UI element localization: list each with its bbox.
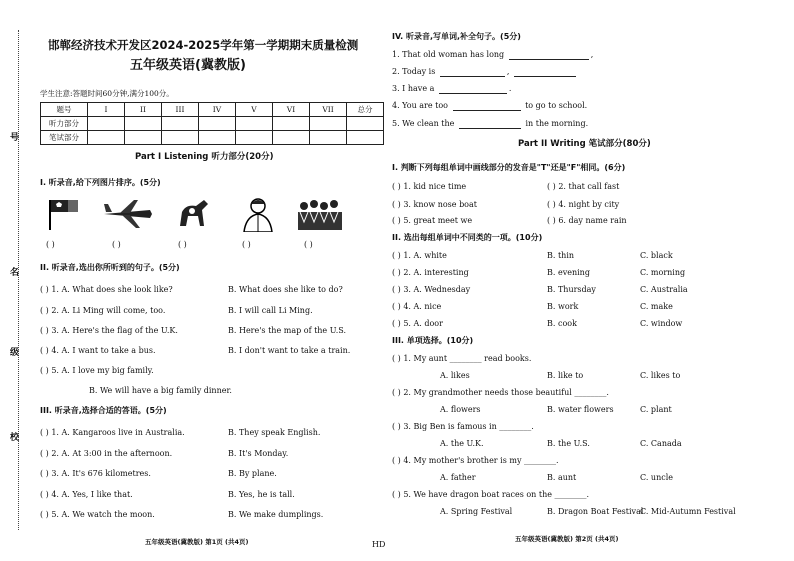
fill-text: 3. I have a: [392, 84, 435, 93]
answer-bracket[interactable]: ( ): [242, 240, 251, 249]
score-header: III: [162, 103, 199, 117]
exam-subtitle: 五年级英语(冀教版): [130, 58, 246, 73]
question-option: B. water flowers: [547, 405, 614, 414]
question-option: B. like to: [547, 371, 584, 380]
question-item: ( ) 3. A. It's 676 kilometres.: [40, 469, 151, 478]
question-option: A. likes: [440, 371, 470, 380]
doctor-picture: [236, 196, 280, 232]
question-option: C. likes to: [640, 371, 681, 380]
question-option: B. We make dumplings.: [228, 510, 324, 519]
question-option: B. I don't want to take a train.: [228, 346, 351, 355]
fill-item: [392, 119, 588, 129]
question-item: ( ) 3. Big Ben is famous in ________.: [392, 422, 534, 431]
score-row-label: 听力部分: [41, 117, 88, 131]
question-item: ( ) 2. My grandmother needs those beautiful ________.: [392, 388, 609, 397]
plane-picture: [100, 196, 154, 232]
question-option: B. thin: [547, 251, 575, 260]
score-row-label: 笔试部分: [41, 131, 88, 145]
question-item: ( ) 1. My aunt ________ read books.: [392, 354, 532, 363]
fill-text: 5. We clean the: [392, 119, 455, 128]
part1-title: Part I Listening 听力部分(20分): [135, 152, 274, 162]
question-item: ( ) 1. A. Kangaroos live in Australia.: [40, 428, 185, 437]
side-label: 级: [10, 348, 20, 358]
exam-title: 邯郸经济技术开发区2024-2025学年第一学期期末质量检测: [48, 38, 359, 52]
question-item: ( ) 4. A. nice: [392, 302, 442, 311]
question-option: B. Here's the map of the U.S.: [228, 326, 346, 335]
score-header: V: [236, 103, 273, 117]
question-option: C. plant: [640, 405, 672, 414]
score-header: 总分: [347, 103, 384, 117]
answer-bracket[interactable]: ( ): [178, 240, 187, 249]
people-picture: [296, 196, 346, 232]
score-cell[interactable]: [310, 131, 347, 145]
question-option: B. Dragon Boat Festival: [547, 507, 644, 516]
score-header: 题号: [41, 103, 88, 117]
score-cell[interactable]: [88, 131, 125, 145]
score-cell[interactable]: [236, 131, 273, 145]
score-cell[interactable]: [125, 117, 162, 131]
fill-text: 4. You are too: [392, 101, 448, 110]
score-table: [40, 102, 384, 145]
question-option: B. the U.S.: [547, 439, 590, 448]
writing1-title: I. 判断下列每组单词中画线部分的发音是"T"还是"F"相同。(6分): [392, 163, 626, 172]
fill-blank[interactable]: [439, 93, 507, 94]
fill-blank[interactable]: [459, 128, 521, 129]
question-option: A. Spring Festival: [440, 507, 513, 516]
section3-title: III. 听录音,选择合适的答语。(5分): [40, 406, 167, 415]
score-cell[interactable]: [310, 117, 347, 131]
fill-text: ,: [506, 67, 510, 76]
question-item: ( ) 6. day name rain: [547, 216, 627, 225]
score-cell[interactable]: [162, 117, 199, 131]
score-cell[interactable]: [273, 117, 310, 131]
score-cell[interactable]: [199, 117, 236, 131]
score-cell[interactable]: [347, 131, 384, 145]
question-option: A. father: [440, 473, 476, 482]
question-option: B. What does she like to do?: [228, 285, 343, 294]
question-option: B. Yes, he is tall.: [228, 490, 295, 499]
question-option: C. window: [640, 319, 683, 328]
question-option: B. They speak English.: [228, 428, 321, 437]
fill-item: [392, 84, 511, 94]
score-cell[interactable]: [236, 117, 273, 131]
score-header: VII: [310, 103, 347, 117]
side-label: 号: [10, 133, 20, 143]
question-option: B. It's Monday.: [228, 449, 289, 458]
question-option: C. morning: [640, 268, 686, 277]
fill-item: [392, 101, 587, 111]
score-cell[interactable]: [88, 117, 125, 131]
answer-bracket[interactable]: ( ): [46, 240, 55, 249]
section2-title: II. 听录音,选出你所听到的句子。(5分): [40, 263, 180, 272]
score-header: IV: [199, 103, 236, 117]
answer-bracket[interactable]: ( ): [112, 240, 121, 249]
question-option: A. the U.K.: [440, 439, 484, 448]
question-option: C. Canada: [640, 439, 682, 448]
question-option: B. I will call Li Ming.: [228, 306, 313, 315]
flag-picture: [42, 196, 86, 232]
question-item: ( ) 3. know nose boat: [392, 200, 477, 209]
question-item: ( ) 5. We have dragon boat races on the ________.: [392, 490, 590, 499]
question-item: ( ) 2. A. Li Ming will come, too.: [40, 306, 166, 315]
fill-text: 1. That old woman has long: [392, 50, 505, 59]
part2-title: Part II Writing 笔试部分(80分): [518, 139, 651, 149]
question-item: ( ) 5. A. We watch the moon.: [40, 510, 155, 519]
question-item: ( ) 3. A. Here's the flag of the U.K.: [40, 326, 178, 335]
score-cell[interactable]: [125, 131, 162, 145]
fill-text: .: [508, 84, 512, 93]
side-label: 校: [10, 433, 20, 443]
question-item: ( ) 2. A. interesting: [392, 268, 469, 277]
score-header: VI: [273, 103, 310, 117]
writing3-title: III. 单项选择。(10分): [392, 336, 474, 345]
writing2-title: II. 选出每组单词中不同类的一项。(10分): [392, 233, 543, 242]
section4-title: IV. 听录音,写单词,补全句子。(5分): [392, 32, 521, 41]
page-footer-right: 五年级英语(冀教版) 第2页 (共4页): [515, 535, 619, 543]
page-footer-center: HD: [372, 540, 386, 549]
question-item: ( ) 3. A. Wednesday: [392, 285, 471, 294]
question-option: C. Mid-Autumn Festival: [640, 507, 736, 516]
side-label: 名: [10, 268, 20, 278]
fill-blank[interactable]: [453, 110, 521, 111]
question-item: ( ) 1. A. white: [392, 251, 447, 260]
question-item: ( ) 2. that call fast: [547, 182, 620, 191]
question-item: ( ) 5. great meet we: [392, 216, 473, 225]
section1-title: I. 听录音,给下列图片排序。(5分): [40, 178, 161, 187]
page-footer-left: 五年级英语(冀教版) 第1页 (共4页): [145, 538, 249, 546]
question-item: ( ) 1. kid nice time: [392, 182, 467, 191]
question-item: ( ) 2. A. At 3:00 in the afternoon.: [40, 449, 173, 458]
question-item: ( ) 1. A. What does she look like?: [40, 285, 173, 294]
question-option: B. work: [547, 302, 579, 311]
question-item: ( ) 4. night by city: [547, 200, 620, 209]
score-header: I: [88, 103, 125, 117]
question-option: C. Australia: [640, 285, 688, 294]
exam-notice: 学生注意:答题时间60分钟,满分100分。: [40, 89, 174, 98]
score-cell[interactable]: [199, 131, 236, 145]
question-item: ( ) 4. A. Yes, I like that.: [40, 490, 133, 499]
fill-text: 2. Today is: [392, 67, 436, 76]
question-option: B. cook: [547, 319, 577, 328]
question-item: ( ) 4. My mother's brother is my ________.: [392, 456, 559, 465]
fill-text: in the morning.: [525, 119, 589, 128]
horse-picture: [172, 196, 216, 232]
score-cell[interactable]: [162, 131, 199, 145]
answer-bracket[interactable]: ( ): [304, 240, 313, 249]
question-option: A. flowers: [440, 405, 481, 414]
question-option: B. Thursday: [547, 285, 596, 294]
question-option: C. make: [640, 302, 673, 311]
question-option: B. By plane.: [228, 469, 277, 478]
fill-text: to go to school.: [525, 101, 588, 110]
score-cell[interactable]: [347, 117, 384, 131]
fill-blank[interactable]: [514, 76, 576, 77]
question-item: ( ) 5. A. door: [392, 319, 443, 328]
question-option: B. aunt: [547, 473, 577, 482]
fill-item: [392, 50, 593, 60]
fill-blank[interactable]: [440, 76, 505, 77]
question-item: ( ) 5. A. I love my big family.: [40, 366, 154, 375]
question-option: B. evening: [547, 268, 590, 277]
question-option: B. We will have a big family dinner.: [89, 386, 232, 395]
fill-blank[interactable]: [509, 59, 589, 60]
fill-text: ,: [590, 50, 594, 59]
question-option: C. black: [640, 251, 673, 260]
fill-item: [392, 67, 578, 77]
score-cell[interactable]: [273, 131, 310, 145]
binding-line: [18, 30, 27, 530]
question-item: ( ) 4. A. I want to take a bus.: [40, 346, 156, 355]
score-header: II: [125, 103, 162, 117]
question-option: C. uncle: [640, 473, 673, 482]
